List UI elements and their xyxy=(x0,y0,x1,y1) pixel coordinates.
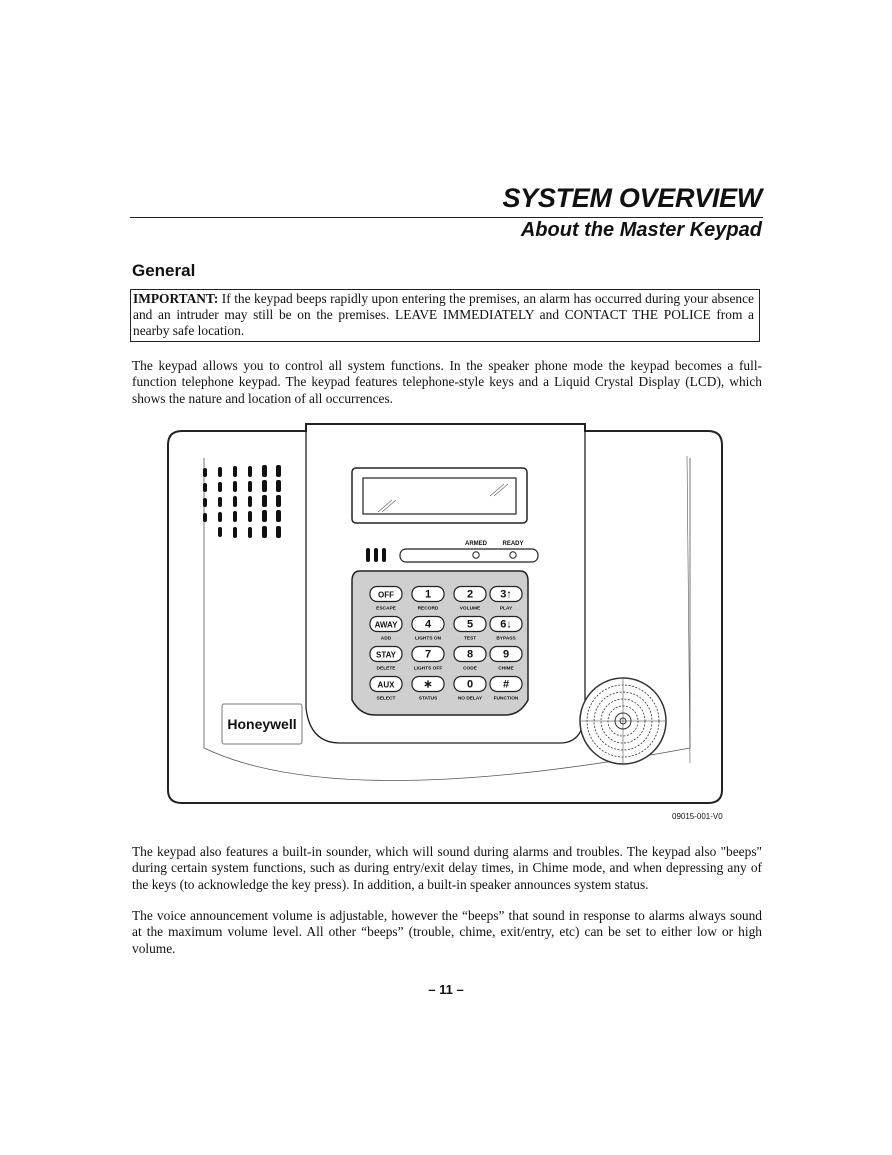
key-label: 8 xyxy=(466,648,474,661)
key-sublabel: FUNCTION xyxy=(493,696,519,702)
key-6[interactable] xyxy=(412,617,444,642)
key-label: 2 xyxy=(466,588,474,601)
ready-label: READY xyxy=(502,541,524,547)
page-number: – 11 – xyxy=(428,982,464,997)
key-sublabel: SELECT xyxy=(376,696,396,702)
key-sublabel: LIGHTS OFF xyxy=(413,666,443,672)
key-label: 1 xyxy=(424,588,432,601)
key-16[interactable] xyxy=(490,677,522,702)
keypad-illustration xyxy=(160,418,740,818)
key-sublabel: NO DELAY xyxy=(457,696,483,702)
intro-paragraph: The keypad allows you to control all system functions. In the speaker phone mode the keypad becomes a full-function telephone keypad. The keypad features telephone-style keys and a Liquid Crystal Display (LCD), which shows the nature and location of all occurrences. xyxy=(132,358,762,406)
key-sublabel: PLAY xyxy=(499,606,513,612)
key-sublabel: TEST xyxy=(463,636,477,642)
key-label: AWAY xyxy=(374,620,398,630)
lcd-display xyxy=(352,468,527,523)
important-notice xyxy=(130,289,760,342)
key-sublabel: STATUS xyxy=(418,696,438,702)
round-speaker xyxy=(580,678,666,764)
key-sublabel: DELETE xyxy=(376,666,396,672)
sounder-paragraph: The keypad also features a built-in sounder, which will sound during alarms and troubles. The keypad also "beeps" during certain system functions, such as during entry/exit delay times, in Chime mode, and when depressing any of the keys (to acknowledge the key press). In addition, a built-in speaker announces system status. xyxy=(132,844,762,892)
brand-logo: Honeywell xyxy=(227,716,297,732)
volume-paragraph: The voice announcement volume is adjustable, however the “beeps” that sound in response to alarms always sound at the maximum volume level. All other “beeps” (trouble, chime, exit/entry, etc) can be set to either low or high volume. xyxy=(132,908,762,956)
key-label: 4 xyxy=(424,618,432,631)
status-led-bar xyxy=(400,549,538,562)
microphone-slots xyxy=(366,548,386,562)
key-sublabel: CODE xyxy=(463,666,477,672)
key-sublabel: VOLUME xyxy=(459,606,481,612)
section-subtitle: About the Master Keypad xyxy=(520,219,762,241)
key-label: 0 xyxy=(466,678,474,691)
key-15[interactable] xyxy=(454,677,486,702)
key-sublabel: RECORD xyxy=(417,606,439,612)
armed-label: ARMED xyxy=(465,541,487,547)
section-title: SYSTEM OVERVIEW xyxy=(502,183,762,213)
key-label: 3↑ xyxy=(500,588,512,601)
key-label: 9 xyxy=(502,648,510,661)
key-sublabel: BYPASS xyxy=(496,636,516,642)
key-label: STAY xyxy=(375,650,397,660)
key-label: ∗ xyxy=(423,678,433,691)
key-sublabel: CHIME xyxy=(498,666,514,672)
figure-code: 09015-001-V0 xyxy=(672,812,723,821)
important-text: If the keypad beeps rapidly upon entering the premises, an alarm has occurred during your absence and an intruder may still be on the premises. LEAVE IMMEDIATELY and CONTACT THE POLICE from a nearby safe location. xyxy=(133,291,754,339)
header-rule xyxy=(130,217,763,218)
key-label: # xyxy=(502,678,510,691)
key-label: 5 xyxy=(466,618,474,631)
key-label: 6↓ xyxy=(500,618,512,631)
key-label: 7 xyxy=(424,648,432,661)
general-heading: General xyxy=(132,261,196,280)
ready-led xyxy=(510,552,516,558)
key-label: AUX xyxy=(377,680,395,690)
key-label: OFF xyxy=(378,590,394,600)
key-sublabel: LIGHTS ON xyxy=(414,636,442,642)
key-sublabel: ESCAPE xyxy=(376,606,396,612)
armed-led xyxy=(473,552,479,558)
key-sublabel: ADD xyxy=(380,636,392,642)
important-label: IMPORTANT: xyxy=(133,291,219,306)
key-10[interactable] xyxy=(412,647,444,672)
